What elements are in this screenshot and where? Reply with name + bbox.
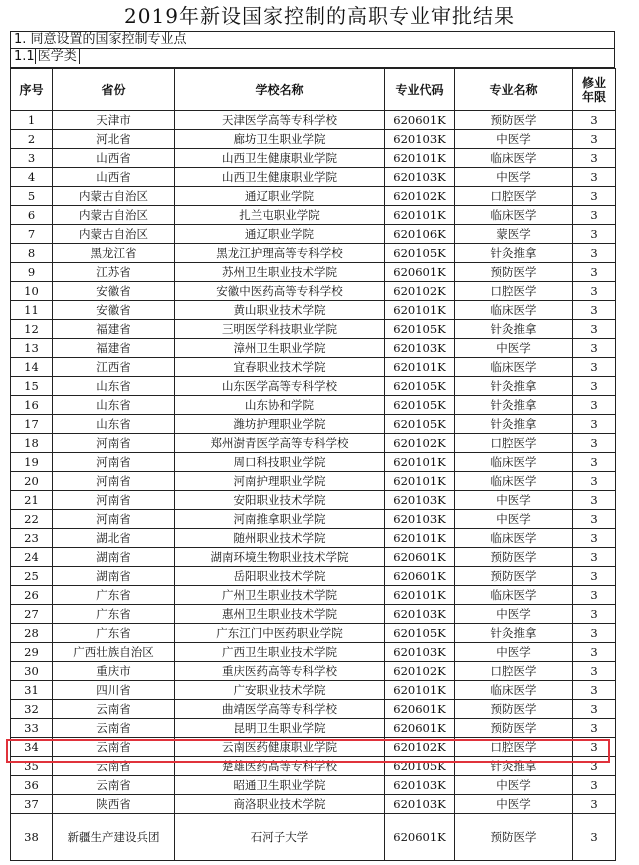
cell-no: 31 [11, 681, 53, 700]
cell-no: 29 [11, 643, 53, 662]
table-row [11, 149, 616, 168]
cell-years: 3 [573, 567, 616, 586]
cell-years: 3 [573, 776, 616, 795]
cell-years: 3 [573, 662, 616, 681]
section-label: 1. 同意设置的国家控制专业点 [14, 32, 187, 47]
cell-years: 3 [573, 529, 616, 548]
cell-code: 620105K [385, 244, 455, 263]
table-row [11, 491, 616, 510]
cell-province: 新疆生产建设兵团 [53, 814, 175, 861]
header-no: 序号 [11, 69, 53, 111]
cell-province: 内蒙古自治区 [53, 225, 175, 244]
cell-school: 商洛职业技术学院 [175, 795, 385, 814]
cell-code: 620101K [385, 681, 455, 700]
cell-school: 周口科技职业学院 [175, 453, 385, 472]
cell-code: 620101K [385, 206, 455, 225]
cell-province: 山西省 [53, 149, 175, 168]
cell-province: 内蒙古自治区 [53, 206, 175, 225]
cell-code: 620105K [385, 396, 455, 415]
table-row [11, 358, 616, 377]
cell-school: 随州职业技术学院 [175, 529, 385, 548]
table-row [11, 282, 616, 301]
cell-code: 620101K [385, 358, 455, 377]
cell-no: 35 [11, 757, 53, 776]
cell-major: 蒙医学 [455, 225, 573, 244]
cell-years: 3 [573, 814, 616, 861]
subsection-label: 医学类 [35, 49, 80, 64]
cell-major: 中医学 [455, 491, 573, 510]
table-header-row [11, 69, 616, 111]
cell-no: 34 [11, 738, 53, 757]
cell-no: 36 [11, 776, 53, 795]
cell-code: 620103K [385, 168, 455, 187]
cell-years: 3 [573, 263, 616, 282]
table-row [11, 719, 616, 738]
cell-code: 620601K [385, 263, 455, 282]
header-province: 省份 [53, 69, 175, 111]
cell-major: 临床医学 [455, 453, 573, 472]
table-row [11, 339, 616, 358]
cell-school: 湖南环境生物职业技术学院 [175, 548, 385, 567]
table-row [11, 377, 616, 396]
cell-years: 3 [573, 434, 616, 453]
table-body [11, 111, 616, 861]
cell-province: 福建省 [53, 339, 175, 358]
cell-major: 预防医学 [455, 814, 573, 861]
cell-code: 620103K [385, 130, 455, 149]
cell-major: 口腔医学 [455, 187, 573, 206]
cell-province: 河南省 [53, 472, 175, 491]
table-row [11, 415, 616, 434]
table-row [11, 320, 616, 339]
cell-school: 山东医学高等专科学校 [175, 377, 385, 396]
cell-province: 安徽省 [53, 282, 175, 301]
cell-no: 3 [11, 149, 53, 168]
cell-major: 针灸推拿 [455, 624, 573, 643]
cell-province: 广东省 [53, 605, 175, 624]
cell-no: 4 [11, 168, 53, 187]
cell-no: 20 [11, 472, 53, 491]
cell-major: 临床医学 [455, 149, 573, 168]
cell-no: 23 [11, 529, 53, 548]
cell-code: 620601K [385, 567, 455, 586]
table-row [11, 605, 616, 624]
header-code: 专业代码 [385, 69, 455, 111]
table-row [11, 453, 616, 472]
cell-school: 昆明卫生职业学院 [175, 719, 385, 738]
cell-code: 620105K [385, 377, 455, 396]
cell-years: 3 [573, 301, 616, 320]
cell-no: 7 [11, 225, 53, 244]
cell-major: 临床医学 [455, 586, 573, 605]
cell-major: 临床医学 [455, 358, 573, 377]
cell-years: 3 [573, 206, 616, 225]
cell-school: 扎兰屯职业学院 [175, 206, 385, 225]
cell-province: 河南省 [53, 510, 175, 529]
cell-no: 13 [11, 339, 53, 358]
cell-school: 惠州卫生职业技术学院 [175, 605, 385, 624]
table-row [11, 206, 616, 225]
cell-major: 针灸推拿 [455, 415, 573, 434]
table-row [11, 263, 616, 282]
cell-province: 广西壮族自治区 [53, 643, 175, 662]
section-heading [10, 31, 615, 49]
cell-years: 3 [573, 491, 616, 510]
cell-school: 河南推拿职业学院 [175, 510, 385, 529]
table-row [11, 130, 616, 149]
cell-code: 620105K [385, 757, 455, 776]
cell-school: 岳阳职业技术学院 [175, 567, 385, 586]
cell-no: 16 [11, 396, 53, 415]
cell-years: 3 [573, 795, 616, 814]
cell-major: 中医学 [455, 510, 573, 529]
table-row [11, 776, 616, 795]
cell-code: 620105K [385, 624, 455, 643]
cell-no: 30 [11, 662, 53, 681]
cell-years: 3 [573, 396, 616, 415]
cell-major: 中医学 [455, 168, 573, 187]
cell-major: 临床医学 [455, 301, 573, 320]
cell-province: 湖北省 [53, 529, 175, 548]
cell-major: 针灸推拿 [455, 396, 573, 415]
cell-major: 中医学 [455, 795, 573, 814]
table-row [11, 757, 616, 776]
cell-major: 口腔医学 [455, 738, 573, 757]
cell-school: 郑州澍青医学高等专科学校 [175, 434, 385, 453]
cell-school: 安阳职业技术学院 [175, 491, 385, 510]
cell-major: 针灸推拿 [455, 377, 573, 396]
cell-major: 预防医学 [455, 700, 573, 719]
cell-years: 3 [573, 377, 616, 396]
cell-no: 10 [11, 282, 53, 301]
cell-years: 3 [573, 111, 616, 130]
table-row [11, 681, 616, 700]
cell-no: 1 [11, 111, 53, 130]
cell-major: 口腔医学 [455, 662, 573, 681]
cell-major: 预防医学 [455, 263, 573, 282]
cell-province: 广东省 [53, 624, 175, 643]
cell-no: 33 [11, 719, 53, 738]
cell-years: 3 [573, 586, 616, 605]
cell-no: 12 [11, 320, 53, 339]
cell-years: 3 [573, 187, 616, 206]
cell-province: 河南省 [53, 491, 175, 510]
cell-code: 620103K [385, 339, 455, 358]
table-row [11, 567, 616, 586]
subsection-heading [10, 49, 615, 68]
cell-province: 重庆市 [53, 662, 175, 681]
table-row [11, 643, 616, 662]
table-row [11, 586, 616, 605]
table-row [11, 738, 616, 757]
cell-major: 针灸推拿 [455, 320, 573, 339]
subsection-number: 1.1 [14, 49, 35, 64]
cell-code: 620102K [385, 282, 455, 301]
cell-code: 620103K [385, 776, 455, 795]
cell-no: 37 [11, 795, 53, 814]
cell-school: 山西卫生健康职业学院 [175, 149, 385, 168]
cell-school: 楚雄医药高等专科学校 [175, 757, 385, 776]
cell-years: 3 [573, 738, 616, 757]
header-years-line2: 年限 [581, 89, 606, 104]
cell-code: 620102K [385, 662, 455, 681]
cell-major: 中医学 [455, 605, 573, 624]
cell-school: 广州卫生职业技术学院 [175, 586, 385, 605]
cell-no: 15 [11, 377, 53, 396]
table-row [11, 795, 616, 814]
header-school: 学校名称 [175, 69, 385, 111]
cell-province: 陕西省 [53, 795, 175, 814]
cell-code: 620601K [385, 548, 455, 567]
cell-province: 云南省 [53, 719, 175, 738]
cell-code: 620101K [385, 472, 455, 491]
cell-years: 3 [573, 719, 616, 738]
cell-province: 河南省 [53, 434, 175, 453]
cell-years: 3 [573, 339, 616, 358]
cell-province: 江苏省 [53, 263, 175, 282]
cell-major: 预防医学 [455, 548, 573, 567]
cell-school: 潍坊护理职业学院 [175, 415, 385, 434]
cell-no: 19 [11, 453, 53, 472]
cell-major: 临床医学 [455, 472, 573, 491]
cell-years: 3 [573, 282, 616, 301]
cell-code: 620101K [385, 529, 455, 548]
cell-school: 通辽职业学院 [175, 225, 385, 244]
cell-province: 安徽省 [53, 301, 175, 320]
cell-major: 口腔医学 [455, 282, 573, 301]
cell-code: 620101K [385, 453, 455, 472]
cell-major: 临床医学 [455, 206, 573, 225]
cell-years: 3 [573, 415, 616, 434]
page-title: 2019年新设国家控制的高职专业审批结果 [124, 4, 515, 28]
table-row [11, 244, 616, 263]
cell-province: 山东省 [53, 396, 175, 415]
header-years-line1: 修业 [581, 75, 606, 90]
cell-years: 3 [573, 472, 616, 491]
cell-major: 预防医学 [455, 567, 573, 586]
table-row [11, 434, 616, 453]
cell-school: 黄山职业技术学院 [175, 301, 385, 320]
cell-no: 27 [11, 605, 53, 624]
cell-no: 14 [11, 358, 53, 377]
cell-years: 3 [573, 624, 616, 643]
cell-years: 3 [573, 548, 616, 567]
cell-province: 云南省 [53, 757, 175, 776]
cell-code: 620601K [385, 719, 455, 738]
cell-school: 广西卫生职业技术学院 [175, 643, 385, 662]
cell-province: 湖南省 [53, 548, 175, 567]
cell-no: 11 [11, 301, 53, 320]
cell-province: 内蒙古自治区 [53, 187, 175, 206]
cell-school: 广东江门中医药职业学院 [175, 624, 385, 643]
cell-school: 宜春职业技术学院 [175, 358, 385, 377]
cell-province: 黑龙江省 [53, 244, 175, 263]
cell-code: 620601K [385, 814, 455, 861]
cell-years: 3 [573, 168, 616, 187]
cell-years: 3 [573, 320, 616, 339]
cell-no: 8 [11, 244, 53, 263]
cell-no: 38 [11, 814, 53, 861]
cell-no: 28 [11, 624, 53, 643]
cell-school: 河南护理职业学院 [175, 472, 385, 491]
cell-no: 17 [11, 415, 53, 434]
cell-code: 620103K [385, 643, 455, 662]
cell-major: 预防医学 [455, 719, 573, 738]
cell-major: 中医学 [455, 339, 573, 358]
cell-school: 山西卫生健康职业学院 [175, 168, 385, 187]
cell-code: 620103K [385, 605, 455, 624]
cell-province: 湖南省 [53, 567, 175, 586]
cell-province: 云南省 [53, 738, 175, 757]
cell-province: 河南省 [53, 453, 175, 472]
cell-years: 3 [573, 681, 616, 700]
cell-code: 620102K [385, 738, 455, 757]
cell-no: 24 [11, 548, 53, 567]
cell-school: 山东协和学院 [175, 396, 385, 415]
cell-province: 山西省 [53, 168, 175, 187]
cell-years: 3 [573, 244, 616, 263]
table-row [11, 301, 616, 320]
table-row [11, 700, 616, 719]
cell-years: 3 [573, 700, 616, 719]
cell-province: 广东省 [53, 586, 175, 605]
cell-school: 三明医学科技职业学院 [175, 320, 385, 339]
table-row [11, 225, 616, 244]
cell-years: 3 [573, 757, 616, 776]
cell-province: 四川省 [53, 681, 175, 700]
cell-province: 云南省 [53, 700, 175, 719]
cell-school: 漳州卫生职业学院 [175, 339, 385, 358]
cell-school: 通辽职业学院 [175, 187, 385, 206]
cell-province: 江西省 [53, 358, 175, 377]
cell-no: 18 [11, 434, 53, 453]
cell-years: 3 [573, 130, 616, 149]
cell-province: 山东省 [53, 377, 175, 396]
cell-code: 620101K [385, 149, 455, 168]
cell-years: 3 [573, 358, 616, 377]
cell-school: 石河子大学 [175, 814, 385, 861]
table-row [11, 529, 616, 548]
cell-school: 安徽中医药高等专科学校 [175, 282, 385, 301]
cell-code: 620103K [385, 795, 455, 814]
cell-code: 620601K [385, 700, 455, 719]
cell-years: 3 [573, 453, 616, 472]
cell-code: 620103K [385, 491, 455, 510]
cell-no: 22 [11, 510, 53, 529]
table-row [11, 662, 616, 681]
cell-years: 3 [573, 225, 616, 244]
cell-years: 3 [573, 149, 616, 168]
cell-major: 口腔医学 [455, 434, 573, 453]
table-row [11, 624, 616, 643]
table-row [11, 548, 616, 567]
cell-no: 32 [11, 700, 53, 719]
header-years [573, 69, 616, 111]
cell-school: 苏州卫生职业技术学院 [175, 263, 385, 282]
cell-code: 620105K [385, 320, 455, 339]
cell-code: 620103K [385, 510, 455, 529]
cell-code: 620101K [385, 301, 455, 320]
cell-major: 预防医学 [455, 111, 573, 130]
cell-major: 针灸推拿 [455, 244, 573, 263]
table-row [11, 187, 616, 206]
cell-code: 620101K [385, 586, 455, 605]
table-row [11, 168, 616, 187]
cell-no: 9 [11, 263, 53, 282]
approval-table [10, 68, 616, 861]
cell-school: 云南医药健康职业学院 [175, 738, 385, 757]
cell-school: 广安职业技术学院 [175, 681, 385, 700]
header-major: 专业名称 [455, 69, 573, 111]
cell-province: 福建省 [53, 320, 175, 339]
cell-years: 3 [573, 605, 616, 624]
cell-school: 天津医学高等专科学校 [175, 111, 385, 130]
cell-school: 廊坊卫生职业学院 [175, 130, 385, 149]
cell-major: 中医学 [455, 776, 573, 795]
cell-code: 620102K [385, 187, 455, 206]
cell-major: 临床医学 [455, 529, 573, 548]
cell-province: 山东省 [53, 415, 175, 434]
cell-major: 中医学 [455, 130, 573, 149]
cell-years: 3 [573, 510, 616, 529]
cell-province: 云南省 [53, 776, 175, 795]
cell-no: 5 [11, 187, 53, 206]
cell-no: 21 [11, 491, 53, 510]
cell-code: 620105K [385, 415, 455, 434]
cell-school: 曲靖医学高等专科学校 [175, 700, 385, 719]
table-row [11, 510, 616, 529]
cell-no: 25 [11, 567, 53, 586]
cell-no: 26 [11, 586, 53, 605]
table-row [11, 111, 616, 130]
cell-code: 620106K [385, 225, 455, 244]
cell-major: 针灸推拿 [455, 757, 573, 776]
cell-no: 2 [11, 130, 53, 149]
table-row [11, 396, 616, 415]
cell-code: 620601K [385, 111, 455, 130]
cell-school: 昭通卫生职业学院 [175, 776, 385, 795]
cell-school: 重庆医药高等专科学校 [175, 662, 385, 681]
cell-school: 黑龙江护理高等专科学校 [175, 244, 385, 263]
cell-province: 天津市 [53, 111, 175, 130]
cell-province: 河北省 [53, 130, 175, 149]
table-row [11, 472, 616, 491]
table-row [11, 814, 616, 861]
cell-major: 临床医学 [455, 681, 573, 700]
cell-major: 中医学 [455, 643, 573, 662]
cell-years: 3 [573, 643, 616, 662]
cell-code: 620102K [385, 434, 455, 453]
cell-no: 6 [11, 206, 53, 225]
